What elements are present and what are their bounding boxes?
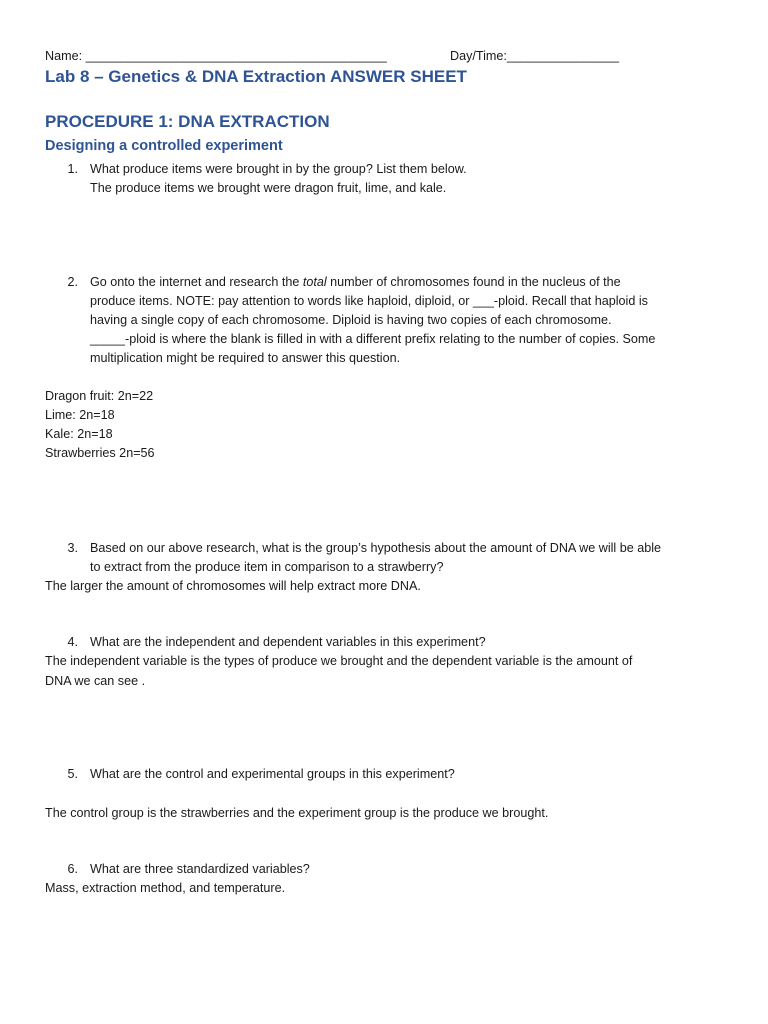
question-text-line: having a single copy of each chromosome. Diploid is having two copies of each chromosome. [90, 313, 612, 327]
answer-text: The larger the amount of chromosomes will help extract more DNA. [45, 579, 421, 593]
question-number: 6. [67, 862, 78, 876]
answer-text: The produce items we brought were dragon fruit, lime, and kale. [90, 181, 447, 195]
question-text: What are the control and experimental groups in this experiment? [90, 767, 455, 781]
question-text: What produce items were brought in by the group? List them below. [90, 162, 467, 176]
question-text-line: Go onto the internet and research the total number of chromosomes found in the nucleus of the [90, 275, 621, 289]
question-text-line: multiplication might be required to answer this question. [90, 351, 401, 365]
answer-text-line: The independent variable is the types of produce we brought and the dependent variable is the amount of [45, 654, 633, 668]
question-text-line: produce items. NOTE: pay attention to words like haploid, diploid, or ___-ploid. Recall that haploid is [90, 294, 648, 308]
section-subheading: Designing a controlled experiment [45, 138, 283, 154]
question-text: What are three standardized variables? [90, 862, 310, 876]
question-number: 4. [67, 635, 78, 649]
answer-text: The control group is the strawberries and the experiment group is the produce we brought. [45, 806, 549, 820]
question-number: 3. [67, 541, 78, 555]
answer-line: Lime: 2n=18 [45, 408, 115, 422]
page-title: Lab 8 – Genetics & DNA Extraction ANSWER SHEET [45, 67, 467, 86]
question-number: 5. [67, 767, 78, 781]
question-number: 1. [67, 162, 78, 176]
question-text-line: _____-ploid is where the blank is filled in with a different prefix relating to the number of copies. Some [90, 332, 656, 346]
procedure-heading: PROCEDURE 1: DNA EXTRACTION [45, 112, 330, 131]
emphasis-total: total [302, 275, 327, 289]
answer-line: Dragon fruit: 2n=22 [45, 389, 154, 403]
question-text: What are the independent and dependent variables in this experiment? [90, 635, 486, 649]
day-time-field-label: Day/Time:________________ [450, 49, 619, 63]
question-text-line: to extract from the produce item in comparison to a strawberry? [90, 560, 444, 574]
question-text-line: Based on our above research, what is the group’s hypothesis about the amount of DNA we will be able [90, 541, 662, 555]
question-number: 2. [67, 275, 78, 289]
name-field-label: Name: ___________________________________________ [45, 49, 387, 63]
answer-line: Strawberries 2n=56 [45, 446, 155, 460]
answer-line: Kale: 2n=18 [45, 427, 113, 441]
answer-text-line: DNA we can see . [45, 674, 146, 688]
answer-text: Mass, extraction method, and temperature. [45, 881, 286, 895]
